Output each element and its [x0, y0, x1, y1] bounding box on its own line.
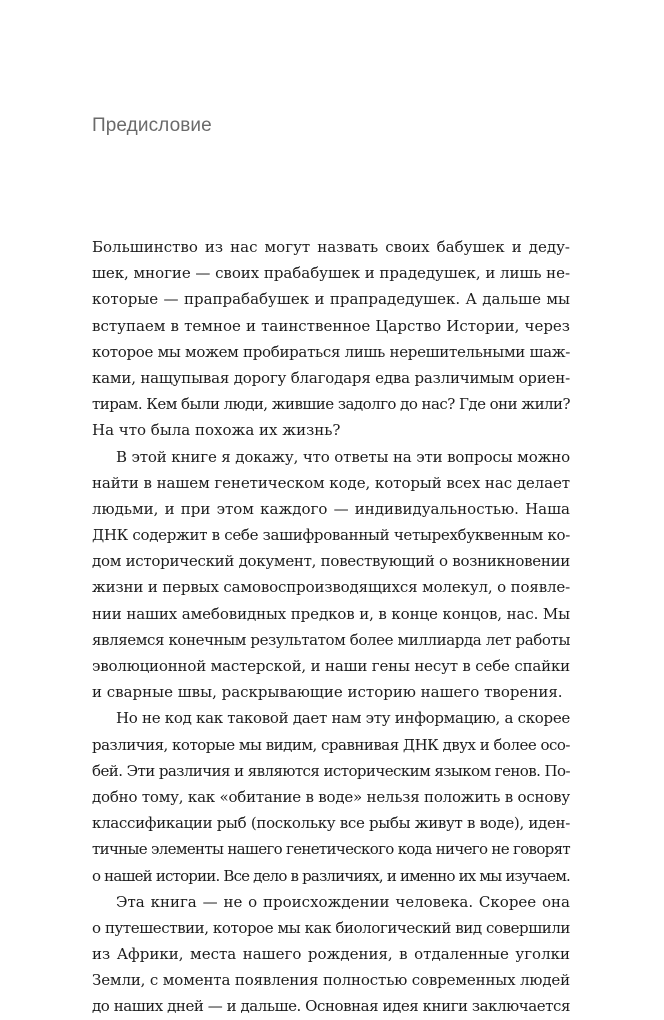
text-line: людьми, и при этом каждого — индивидуальностью. Наша	[92, 499, 570, 518]
text-line: различия, которые мы видим, сравнивая ДНК двух и более осо-	[92, 735, 570, 754]
paragraph-1	[92, 234, 570, 444]
body-text	[92, 234, 570, 1020]
text-line: На что была похожа их жизнь?	[92, 421, 341, 440]
text-line: жизни и первых самовоспроизводящихся молекул, о появле-	[92, 578, 571, 597]
text-line: о путешествии, которое мы как биологический вид совершили	[92, 918, 570, 937]
text-line: Земли, с момента появления полностью современных людей	[92, 971, 570, 990]
text-line: найти в нашем генетическом коде, который всех нас делает	[92, 473, 571, 492]
text-line: ДНК содержит в себе зашифрованный четырехбуквенным ко-	[92, 526, 570, 545]
paragraph-3	[92, 705, 570, 888]
text-line: тирам. Кем были люди, жившие задолго до нас? Где они жили?	[92, 395, 571, 414]
text-line: которое мы можем пробираться лишь нерешительными шаж-	[92, 342, 570, 361]
text-line: классификации рыб (поскольку все рыбы живут в воде), иден-	[92, 814, 570, 833]
chapter-title: Предисловие	[92, 115, 212, 136]
text-line: которые — прапрабабушек и прапрадедушек. А дальше мы	[92, 290, 570, 309]
text-line: и сварные швы, раскрывающие историю нашего творения.	[92, 683, 563, 702]
text-line: ками, нащупывая дорогу благодаря едва различимым ориен-	[92, 368, 570, 387]
text-line: В этой книге я докажу, что ответы на эти вопросы можно	[116, 447, 570, 466]
text-line: Большинство из нас могут назвать своих бабушек и деду-	[92, 238, 570, 256]
text-line: вступаем в темное и таинственное Царство Истории, через	[92, 316, 570, 335]
text-line: дом исторический документ, повествующий о возникновении	[92, 552, 571, 571]
text-line: Эта книга — не о происхождении человека. Скорее она	[116, 892, 570, 911]
text-line: из Африки, места нашего рождения, в отдаленные уголки	[92, 945, 570, 964]
text-line: тичные элементы нашего генетического кода ничего не говорят	[92, 840, 571, 859]
text-line: эволюционной мастерской, и наши гены несут в себе спайки	[92, 657, 570, 675]
text-line: шек, многие — своих прабабушек и прадедушек, и лишь не-	[92, 264, 570, 283]
text-line: бей. Эти различия и являются историческим языком генов. По-	[92, 761, 570, 780]
text-line: до наших дней — и дальше. Основная идея книги заключается	[92, 997, 570, 1016]
text-line: Но не код как таковой дает нам эту информацию, а скорее	[116, 709, 570, 728]
text-line: о нашей истории. Все дело в различиях, и именно их мы изучаем.	[92, 866, 571, 885]
text-line: добно тому, как «обитание в воде» нельзя положить в основу	[92, 787, 570, 806]
text-line: нии наших амебовидных предков и, в конце концов, нас. Мы	[92, 604, 570, 623]
paragraph-2	[92, 444, 570, 706]
text-line: являемся конечным результатом более миллиарда лет работы	[92, 630, 570, 649]
